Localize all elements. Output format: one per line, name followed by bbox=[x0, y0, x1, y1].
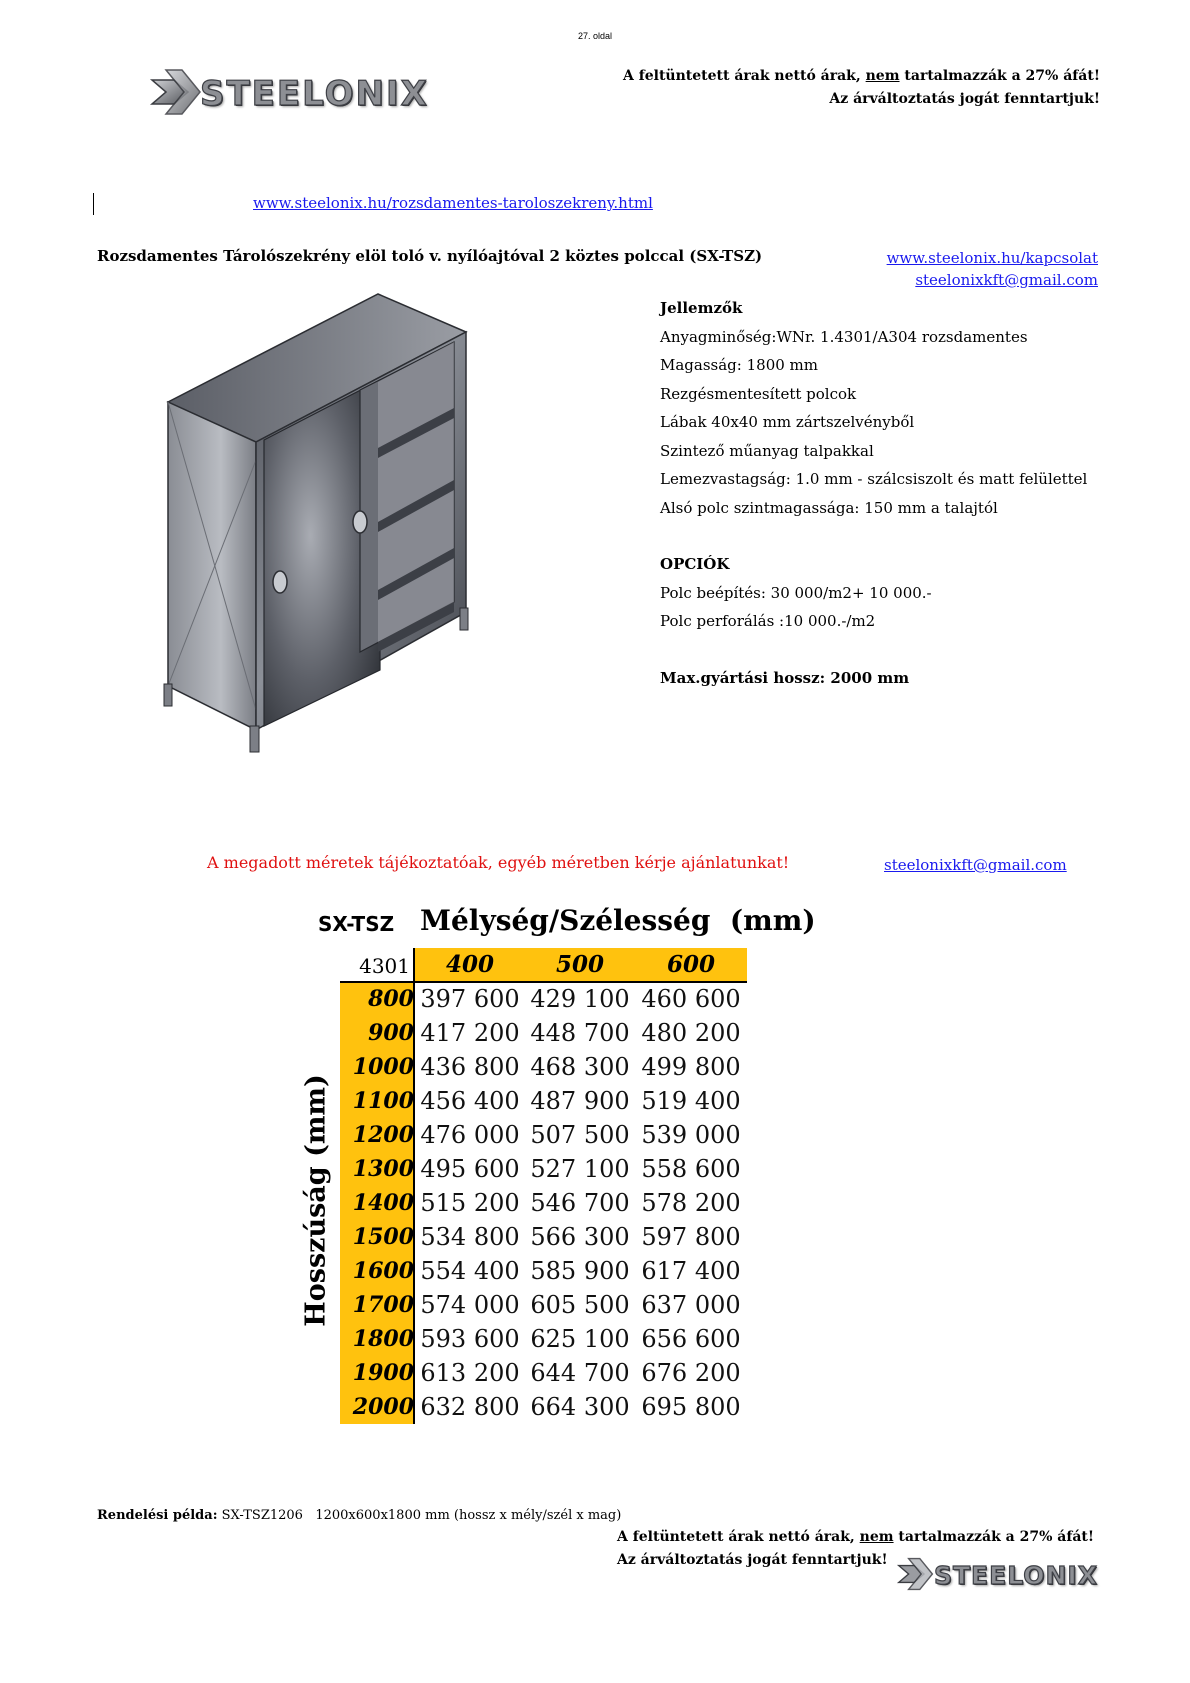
price-notice-top: A feltüntetett árak nettó árak, nem tartalmazzák a 27% áfát! Az árváltoztatás jogát fenntartjuk! bbox=[622, 68, 1100, 107]
logo-text: STEELONIX bbox=[200, 74, 429, 114]
price-cell: 617 400 bbox=[641, 1257, 741, 1285]
max-length: Max.gyártási hossz: 2000 mm bbox=[660, 668, 910, 687]
price-cell: 605 500 bbox=[530, 1291, 630, 1319]
option-item: Polc perforálás :10 000.-/m2 bbox=[660, 612, 876, 630]
price-cell: 519 400 bbox=[641, 1087, 741, 1115]
feature-item: Anyagminőség:WNr. 1.4301/A304 rozsdamentes bbox=[660, 327, 1028, 346]
option-item: Polc beépítés: 30 000/m2+ 10 000.- bbox=[660, 583, 932, 602]
feature-item: Lábak 40x40 mm zártszelvényből bbox=[660, 413, 915, 431]
price-cell: 578 200 bbox=[641, 1189, 741, 1217]
logo-arrow-icon bbox=[896, 1553, 938, 1595]
price-cell: 487 900 bbox=[530, 1087, 630, 1115]
disclaimer-email-link[interactable]: steelonixkft@gmail.com bbox=[884, 856, 1067, 874]
price-cell: 539 000 bbox=[641, 1121, 741, 1149]
price-cell: 676 200 bbox=[641, 1359, 741, 1387]
price-cell: 468 300 bbox=[530, 1053, 630, 1081]
row-header: 1000 bbox=[352, 1054, 414, 1080]
price-cell: 476 000 bbox=[420, 1121, 520, 1149]
price-cell: 597 800 bbox=[641, 1223, 741, 1251]
page-number: 27. oldal bbox=[577, 31, 613, 41]
row-header: 1400 bbox=[352, 1190, 414, 1216]
contact-links bbox=[887, 247, 1098, 291]
contact-email-link[interactable]: steelonixkft@gmail.com bbox=[915, 271, 1098, 289]
feature-item: Rezgésmentesített polcok bbox=[660, 384, 857, 403]
logo-arrow-icon bbox=[148, 62, 208, 122]
logo-top bbox=[148, 62, 429, 122]
column-header: 500 bbox=[555, 951, 604, 978]
price-cell: 448 700 bbox=[530, 1019, 630, 1047]
price-cell: 632 800 bbox=[420, 1393, 520, 1421]
price-cell: 593 600 bbox=[420, 1325, 520, 1353]
row-header: 1900 bbox=[352, 1360, 414, 1386]
price-cell: 585 900 bbox=[530, 1257, 630, 1285]
price-cell: 499 800 bbox=[641, 1053, 741, 1081]
price-cell: 637 000 bbox=[641, 1291, 741, 1319]
size-disclaimer: A megadott méretek tájékoztatóak, egyéb méretben kérje ajánlatunkat! bbox=[207, 853, 790, 872]
price-cell: 656 600 bbox=[641, 1325, 741, 1353]
price-cell: 495 600 bbox=[420, 1155, 520, 1183]
price-cell: 436 800 bbox=[420, 1053, 520, 1081]
feature-item: Szintező műanyag talpakkal bbox=[660, 441, 874, 460]
table-row-title: Hosszúság (mm) bbox=[300, 1074, 332, 1327]
price-cell: 480 200 bbox=[641, 1019, 741, 1047]
column-header: 600 bbox=[666, 951, 715, 978]
feature-item: Alsó polc szintmagassága: 150 mm a talajtól bbox=[660, 498, 998, 517]
price-cell: 664 300 bbox=[530, 1393, 630, 1421]
row-header: 1300 bbox=[352, 1156, 414, 1182]
row-header: 1700 bbox=[352, 1292, 414, 1318]
price-cell: 625 100 bbox=[530, 1325, 630, 1353]
price-cell: 558 600 bbox=[641, 1155, 741, 1183]
price-cell: 695 800 bbox=[641, 1393, 741, 1421]
row-header: 800 bbox=[368, 986, 414, 1012]
text-cursor bbox=[93, 193, 94, 215]
price-cell: 397 600 bbox=[420, 985, 520, 1013]
price-cell: 566 300 bbox=[530, 1223, 630, 1251]
row-header: 2000 bbox=[352, 1394, 414, 1420]
price-cell: 554 400 bbox=[420, 1257, 520, 1285]
row-header: 1100 bbox=[352, 1088, 414, 1114]
table-column-title: Mélység/Szélesség (mm) bbox=[420, 904, 816, 937]
price-cell: 534 800 bbox=[420, 1223, 520, 1251]
price-cell: 527 100 bbox=[530, 1155, 630, 1183]
row-header: 900 bbox=[368, 1020, 414, 1046]
table-model-code: SX-TSZ bbox=[318, 912, 395, 936]
contact-page-link[interactable]: www.steelonix.hu/kapcsolat bbox=[886, 249, 1098, 267]
features-heading: Jellemzők bbox=[660, 299, 743, 317]
price-cell: 429 100 bbox=[530, 985, 630, 1013]
material-code: 4301 bbox=[359, 954, 410, 978]
feature-item: Lemezvastagság: 1.0 mm - szálcsiszolt és matt felülettel bbox=[660, 470, 1088, 488]
product-title: Rozsdamentes Tárolószekrény elöl toló v. nyílóajtóval 2 köztes polccal (SX-TSZ) bbox=[97, 247, 763, 265]
row-header: 1500 bbox=[352, 1224, 414, 1250]
row-header: 1600 bbox=[352, 1258, 414, 1284]
price-cell: 460 600 bbox=[641, 985, 741, 1013]
logo-text: STEELONIX bbox=[934, 1561, 1099, 1590]
column-header: 400 bbox=[445, 951, 494, 978]
price-cell: 417 200 bbox=[420, 1019, 520, 1047]
row-header: 1200 bbox=[352, 1122, 414, 1148]
price-cell: 456 400 bbox=[420, 1087, 520, 1115]
price-cell: 507 500 bbox=[530, 1121, 630, 1149]
logo-bottom bbox=[896, 1553, 1099, 1597]
features-block bbox=[660, 294, 1087, 692]
price-cell: 515 200 bbox=[420, 1189, 520, 1217]
price-cell: 644 700 bbox=[530, 1359, 630, 1387]
feature-item: Magasság: 1800 mm bbox=[660, 356, 818, 374]
price-cell: 613 200 bbox=[420, 1359, 520, 1387]
options-heading: OPCIÓK bbox=[660, 555, 730, 573]
price-notice-bottom: A feltüntetett árak nettó árak, nem tartalmazzák a 27% áfát! Az árváltoztatás jogát fenntartjuk! bbox=[617, 1529, 1095, 1568]
price-cell: 574 000 bbox=[420, 1291, 520, 1319]
order-example-label: Rendelési példa: bbox=[97, 1508, 218, 1523]
order-example bbox=[97, 1508, 621, 1523]
product-page-link[interactable]: www.steelonix.hu/rozsdamentes-taroloszekreny.html bbox=[253, 194, 653, 212]
row-header: 1800 bbox=[352, 1326, 414, 1352]
price-cell: 546 700 bbox=[530, 1189, 630, 1217]
order-example-text: SX-TSZ1206 1200x600x1800 mm (hossz x mély/szél x mag) bbox=[217, 1508, 622, 1523]
cabinet-image bbox=[160, 290, 490, 760]
